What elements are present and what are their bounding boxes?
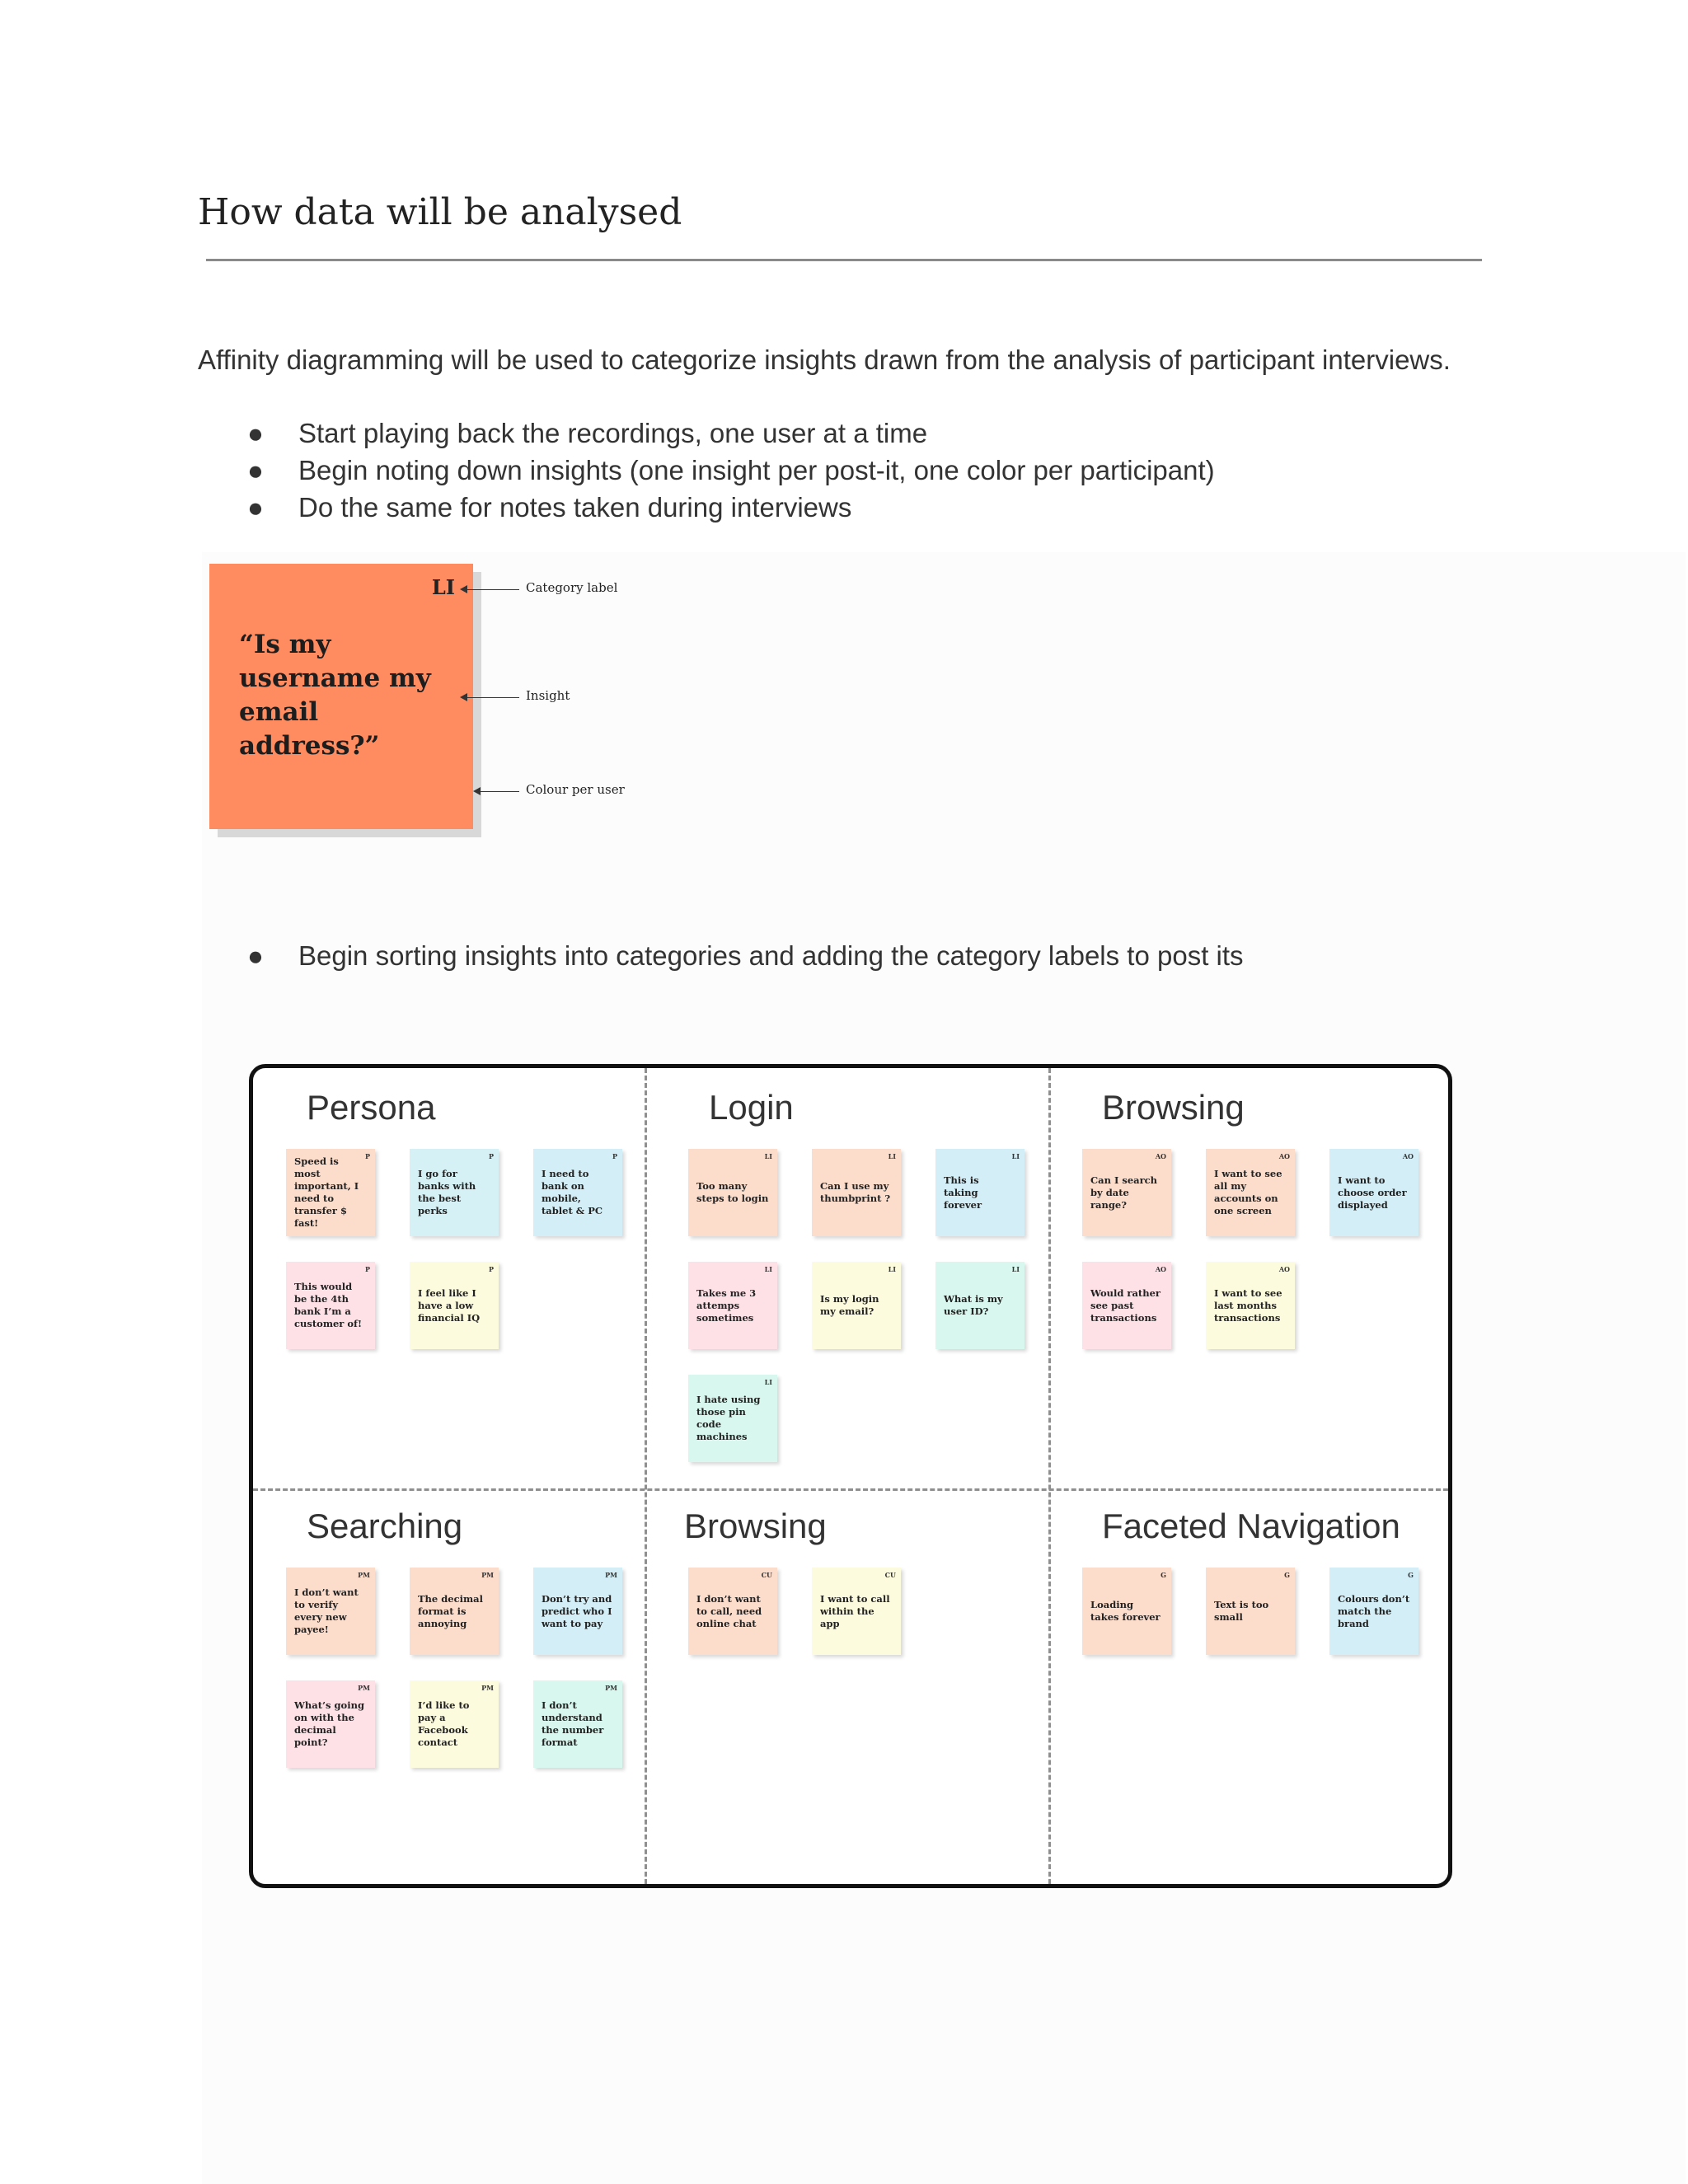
bullet-text: Begin sorting insights into categories and adding the category labels to post its (298, 940, 1244, 971)
sticky-note (812, 1149, 901, 1236)
category-title: Browsing (1102, 1088, 1245, 1127)
sticky-note (286, 1149, 375, 1236)
sticky-note (935, 1262, 1025, 1349)
sticky-insight-text: This would be the 4th bank I’m a customer of! (294, 1281, 363, 1329)
sticky-category-label: P (364, 1265, 370, 1273)
sticky-insight-text: What is my user ID? (944, 1293, 1003, 1317)
sticky-insight-text: I don’t understand the number format (542, 1699, 604, 1748)
sticky-insight-text: I want to choose order displayed (1338, 1174, 1407, 1211)
sticky-category-label: AO (1402, 1152, 1414, 1160)
sticky-category-label: LI (1011, 1152, 1020, 1160)
sticky-note (1206, 1149, 1295, 1236)
sticky-category-label: LI (764, 1152, 772, 1160)
annotation-line (467, 697, 519, 698)
affinity-board (249, 1064, 1452, 1888)
title-divider (206, 259, 1482, 261)
sticky-note (1082, 1262, 1171, 1349)
sticky-category-label: P (488, 1152, 494, 1160)
sticky-note (533, 1680, 622, 1768)
category-title: Browsing (684, 1507, 827, 1545)
sticky-note (1206, 1262, 1295, 1349)
sticky-category-label: P (364, 1152, 370, 1160)
sticky-note (286, 1680, 375, 1768)
sticky-note (935, 1149, 1025, 1236)
sticky-insight-text: I want to see last months transactions (1214, 1286, 1282, 1324)
sticky-insight-text: I feel like I have a low financial IQ (418, 1286, 481, 1324)
sticky-category-label: CU (884, 1571, 896, 1579)
sticky-insight-text: I want to call within the app (820, 1592, 890, 1629)
intro-paragraph: Affinity diagramming will be used to categorize insights drawn from the analysis of participant interviews. (198, 344, 1451, 375)
sticky-note (533, 1568, 622, 1655)
sticky-note (410, 1262, 499, 1349)
sticky-note (688, 1262, 777, 1349)
sticky-note (286, 1568, 375, 1655)
sticky-insight-text: Loading takes forever (1090, 1599, 1160, 1623)
sample-category-label: LI (431, 575, 455, 599)
sticky-category-label: P (612, 1152, 617, 1160)
sticky-insight-text: I hate using those pin code machines (696, 1394, 761, 1442)
sticky-insight-text: What’s going on with the decimal point? (294, 1699, 365, 1748)
sample-insight-text: “Is my username my email address?” (239, 630, 431, 761)
sticky-note (286, 1262, 375, 1349)
annotation-category-label: Category label (526, 580, 618, 595)
sticky-insight-text: Speed is most important, I need to transfer $ fast! (294, 1155, 359, 1229)
sticky-category-label: G (1408, 1571, 1414, 1579)
annotation-insight: Insight (526, 688, 570, 703)
sticky-note (410, 1568, 499, 1655)
sticky-category-label: LI (888, 1152, 896, 1160)
sticky-note (1329, 1568, 1418, 1655)
sticky-category-label: CU (761, 1571, 772, 1579)
sticky-insight-text: Text is too small (1214, 1599, 1269, 1623)
bullet-text: Start playing back the recordings, one user at a time (298, 418, 928, 448)
sticky-note (410, 1149, 499, 1236)
sticky-category-label: P (488, 1265, 494, 1273)
bullet-icon: ● (247, 418, 264, 448)
sticky-note (688, 1375, 777, 1462)
sticky-note (1082, 1149, 1171, 1236)
annotation-line (467, 589, 519, 590)
sticky-category-label: LI (888, 1265, 896, 1273)
sticky-insight-text: I go for banks with the best perks (418, 1168, 476, 1216)
sticky-category-label: AO (1155, 1152, 1166, 1160)
bullet-icon: ● (247, 940, 264, 971)
sticky-category-label: LI (764, 1265, 772, 1273)
bullet-icon: ● (247, 492, 264, 523)
category-title: Faceted Navigation (1102, 1507, 1400, 1545)
sticky-insight-text: The decimal format is annoying (418, 1592, 483, 1629)
sticky-insight-text: Can I use my thumbprint ? (820, 1180, 891, 1204)
sample-sticky-note (209, 564, 473, 829)
sticky-insight-text: I don’t want to call, need online chat (696, 1592, 762, 1629)
row-divider (253, 1488, 1448, 1491)
sticky-category-label: AO (1278, 1152, 1290, 1160)
sticky-note (1082, 1568, 1171, 1655)
sticky-category-label: G (1160, 1571, 1166, 1579)
sticky-note (688, 1149, 777, 1236)
sticky-insight-text: I want to see all my accounts on one screen (1214, 1168, 1282, 1216)
sticky-insight-text: Is my login my email? (820, 1293, 879, 1317)
page-title: How data will be analysed (198, 191, 682, 233)
sticky-note (812, 1262, 901, 1349)
sticky-category-label: AO (1155, 1265, 1166, 1273)
sticky-insight-text: Would rather see past transactions (1090, 1286, 1160, 1324)
sticky-insight-text: I need to bank on mobile, tablet & PC (542, 1168, 603, 1216)
sticky-insight-text: Don’t try and predict who I want to pay (542, 1592, 612, 1629)
sticky-category-label: PM (358, 1684, 370, 1692)
sticky-note (533, 1149, 622, 1236)
bullet-icon: ● (247, 455, 264, 485)
sticky-note (1329, 1149, 1418, 1236)
category-title: Persona (307, 1088, 436, 1127)
sticky-note (410, 1680, 499, 1768)
sticky-category-label: PM (605, 1571, 617, 1579)
column-divider (1048, 1068, 1051, 1884)
annotation-colour-per-user: Colour per user (526, 782, 625, 797)
category-title: Login (709, 1088, 794, 1127)
sticky-category-label: PM (605, 1684, 617, 1692)
bullet-text: Begin noting down insights (one insight per post-it, one color per participant) (298, 455, 1215, 485)
sticky-insight-text: This is taking forever (944, 1174, 982, 1211)
sticky-category-label: AO (1278, 1265, 1290, 1273)
sticky-insight-text: Too many steps to login (696, 1180, 769, 1204)
sticky-note (688, 1568, 777, 1655)
sticky-note (1206, 1568, 1295, 1655)
annotation-line (480, 791, 519, 792)
sticky-category-label: PM (481, 1684, 494, 1692)
sticky-insight-text: Can I search by date range? (1090, 1174, 1158, 1211)
sticky-insight-text: I don’t want to verify every new payee! (294, 1586, 359, 1635)
sticky-category-label: PM (481, 1571, 494, 1579)
sticky-category-label: G (1284, 1571, 1290, 1579)
sticky-category-label: LI (764, 1378, 772, 1386)
sticky-insight-text: Takes me 3 attemps sometimes (696, 1286, 757, 1324)
column-divider (645, 1068, 647, 1884)
sticky-insight-text: Colours don’t match the brand (1338, 1592, 1410, 1629)
bullet-text: Do the same for notes taken during interviews (298, 492, 852, 523)
category-title: Searching (307, 1507, 463, 1545)
sticky-category-label: LI (1011, 1265, 1020, 1273)
sticky-note (812, 1568, 901, 1655)
sticky-insight-text: I’d like to pay a Facebook contact (418, 1699, 470, 1748)
sticky-category-label: PM (358, 1571, 370, 1579)
